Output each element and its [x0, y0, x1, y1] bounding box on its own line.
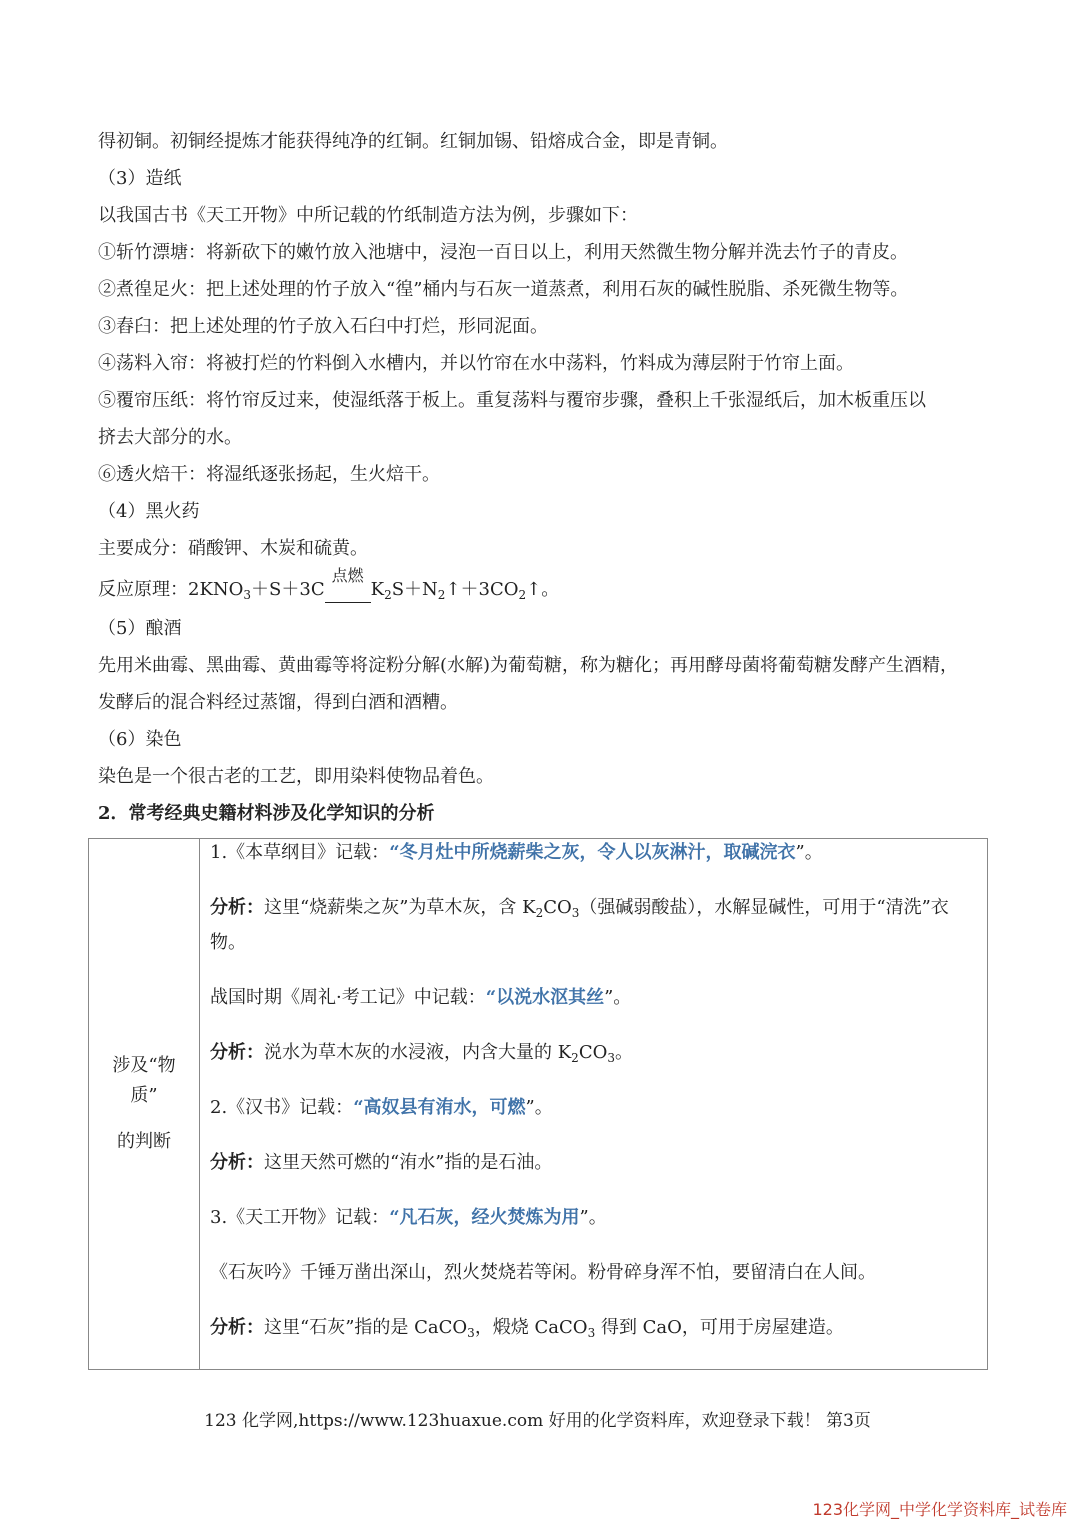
reaction-condition: 点燃 — [331, 566, 364, 585]
reaction-end: ↑。 — [526, 579, 560, 600]
paragraph-bronze: 得初铜。初铜经提炼才能获得纯净的红铜。红铜加锡、铅熔成合金，即是青铜。 — [98, 131, 728, 152]
analysis-text: 得到 CaO，可用于房屋建造。 — [595, 1317, 844, 1338]
category-label-line-3: 的判断 — [117, 1131, 171, 1152]
site-watermark: 123化学网_中学化学资料库_试卷库 — [812, 1500, 1067, 1519]
category-cell — [89, 839, 200, 1370]
analysis-text: CO — [543, 897, 572, 918]
reaction-condition-arrow — [325, 566, 371, 603]
brewing-text-cont: 发酵后的混合料经过蒸馏，得到白酒和酒糟。 — [98, 692, 458, 713]
analysis-text: 这里“石灰”指的是 CaCO — [264, 1317, 468, 1338]
analysis-label: 分析： — [210, 1042, 264, 1063]
reactants-s-c: ＋S＋3C — [251, 579, 325, 600]
analysis-bencao-cont: 物。 — [210, 932, 246, 953]
analysis-text: CO — [578, 1042, 608, 1063]
section-title-brewing: （5）酿酒 — [98, 618, 182, 639]
source-label: 战国时期《周礼·考工记》中记载： — [210, 987, 486, 1008]
quote-end: ”。 — [604, 987, 632, 1008]
quote-text: “以涚水沤其丝 — [485, 987, 605, 1008]
analysis-label: 分析： — [210, 1152, 264, 1173]
analysis-hanshu — [210, 1151, 552, 1175]
reactant-kno3: 2KNO — [188, 579, 244, 600]
analysis-text: 涚水为草木灰的水浸液，内含大量的 K — [264, 1042, 572, 1063]
papermaking-step-5-cont: 挤去大部分的水。 — [98, 427, 242, 448]
quote-text: “凡石灰，经火焚炼为用 — [389, 1207, 580, 1228]
subscript: 2 — [384, 588, 392, 602]
section-title-dyeing: （6）染色 — [98, 729, 182, 750]
category-label-line-2: 质” — [130, 1085, 158, 1106]
papermaking-step-6: ⑥透火焙干：将湿纸逐张扬起，生火焙干。 — [98, 464, 440, 485]
product-co2: ↑＋3CO — [445, 579, 519, 600]
quote-end: ”。 — [579, 1207, 607, 1228]
dyeing-text: 染色是一个很古老的工艺，即用染料使物品着色。 — [98, 766, 494, 787]
subscript: 3 — [467, 1326, 475, 1340]
gunpowder-composition: 主要成分：硝酸钾、木炭和硫黄。 — [98, 538, 368, 559]
quote-text: “冬月灶中所烧薪柴之灰，令人以灰淋汁，取碱浣衣 — [389, 842, 796, 863]
brewing-text: 先用米曲霉、黑曲霉、黄曲霉等将淀粉分解(水解)为葡萄糖，称为糖化；再用酵母菌将葡萄糖发酵产生酒精， — [98, 655, 959, 676]
subscript: 3 — [243, 588, 252, 602]
entry-hanshu — [210, 1096, 553, 1120]
reaction-prefix: 反应原理： — [98, 579, 188, 600]
papermaking-step-1: ①斩竹漂塘：将新砍下的嫩竹放入池塘中，浸泡一百日以上，利用天然微生物分解并洗去竹子的青皮。 — [98, 242, 908, 263]
subscript: 3 — [607, 1051, 615, 1065]
quote-end: ”。 — [525, 1097, 553, 1118]
analysis-bencao — [210, 896, 949, 920]
subscript: 2 — [535, 906, 544, 920]
gunpowder-reaction — [98, 566, 560, 603]
papermaking-step-5: ⑤覆帘压纸：将竹帘反过来，使湿纸落于板上。重复荡料与覆帘步骤，叠积上千张湿纸后，加木板重压以 — [98, 390, 926, 411]
classic-texts-table — [88, 838, 988, 1370]
analysis-text: ，煅烧 CaCO — [474, 1317, 588, 1338]
subscript: 2 — [437, 588, 446, 602]
source-label: 3.《天工开物》记载： — [210, 1207, 390, 1228]
source-label: 1.《本草纲目》记载： — [210, 842, 390, 863]
quote-text: “高奴县有洧水，可燃 — [353, 1097, 526, 1118]
section-title-papermaking: （3）造纸 — [98, 168, 182, 189]
category-label-line-1: 涉及“物 — [112, 1055, 176, 1076]
entry-zhouli — [210, 986, 631, 1010]
analysis-label: 分析： — [210, 897, 264, 918]
product-n2: S＋N — [391, 579, 438, 600]
analysis-text: 这里“烧薪柴之灰”为草木灰，含 K — [264, 897, 536, 918]
subscript: 3 — [571, 906, 580, 920]
quote-end: ”。 — [795, 842, 823, 863]
analysis-text: 这里天然可燃的“洧水”指的是石油。 — [264, 1152, 553, 1173]
analysis-text: 。 — [614, 1042, 633, 1063]
section-title-gunpowder: （4）黑火药 — [98, 501, 200, 522]
analysis-zhouli — [210, 1041, 633, 1065]
papermaking-step-3: ③舂臼：把上述处理的竹子放入石臼中打烂，形同泥面。 — [98, 316, 548, 337]
part-2-heading: 2．常考经典史籍材料涉及化学知识的分析 — [98, 803, 435, 824]
product-k2s: K — [370, 579, 385, 600]
entry-tiangong — [210, 1206, 607, 1230]
papermaking-step-2: ②煮徨足火：把上述处理的竹子放入“徨”桶内与石灰一道蒸煮，利用石灰的碱性脱脂、杀死微生物等。 — [98, 279, 909, 300]
papermaking-intro: 以我国古书《天工开物》中所记载的竹纸制造方法为例，步骤如下： — [98, 205, 638, 226]
analysis-label: 分析： — [210, 1317, 264, 1338]
subscript: 2 — [571, 1051, 579, 1065]
poem-shihuiyin: 《石灰吟》千锤万凿出深山，烈火焚烧若等闲。粉骨碎身浑不怕，要留清白在人间。 — [210, 1262, 876, 1283]
subscript: 2 — [518, 588, 527, 602]
content-cell — [200, 839, 988, 1370]
entry-bencao — [210, 841, 823, 865]
subscript: 3 — [587, 1326, 596, 1340]
page-footer: 123 化学网,https://www.123huaxue.com 好用的化学资料库，欢迎登录下载！ 第3页 — [204, 1411, 871, 1431]
analysis-text: （强碱弱酸盐），水解显碱性，可用于“清洗”衣 — [579, 897, 949, 918]
source-label: 2.《汉书》记载： — [210, 1097, 354, 1118]
papermaking-step-4: ④荡料入帘：将被打烂的竹料倒入水槽内，并以竹帘在水中荡料，竹料成为薄层附于竹帘上面。 — [98, 353, 854, 374]
analysis-tiangong — [210, 1316, 844, 1340]
